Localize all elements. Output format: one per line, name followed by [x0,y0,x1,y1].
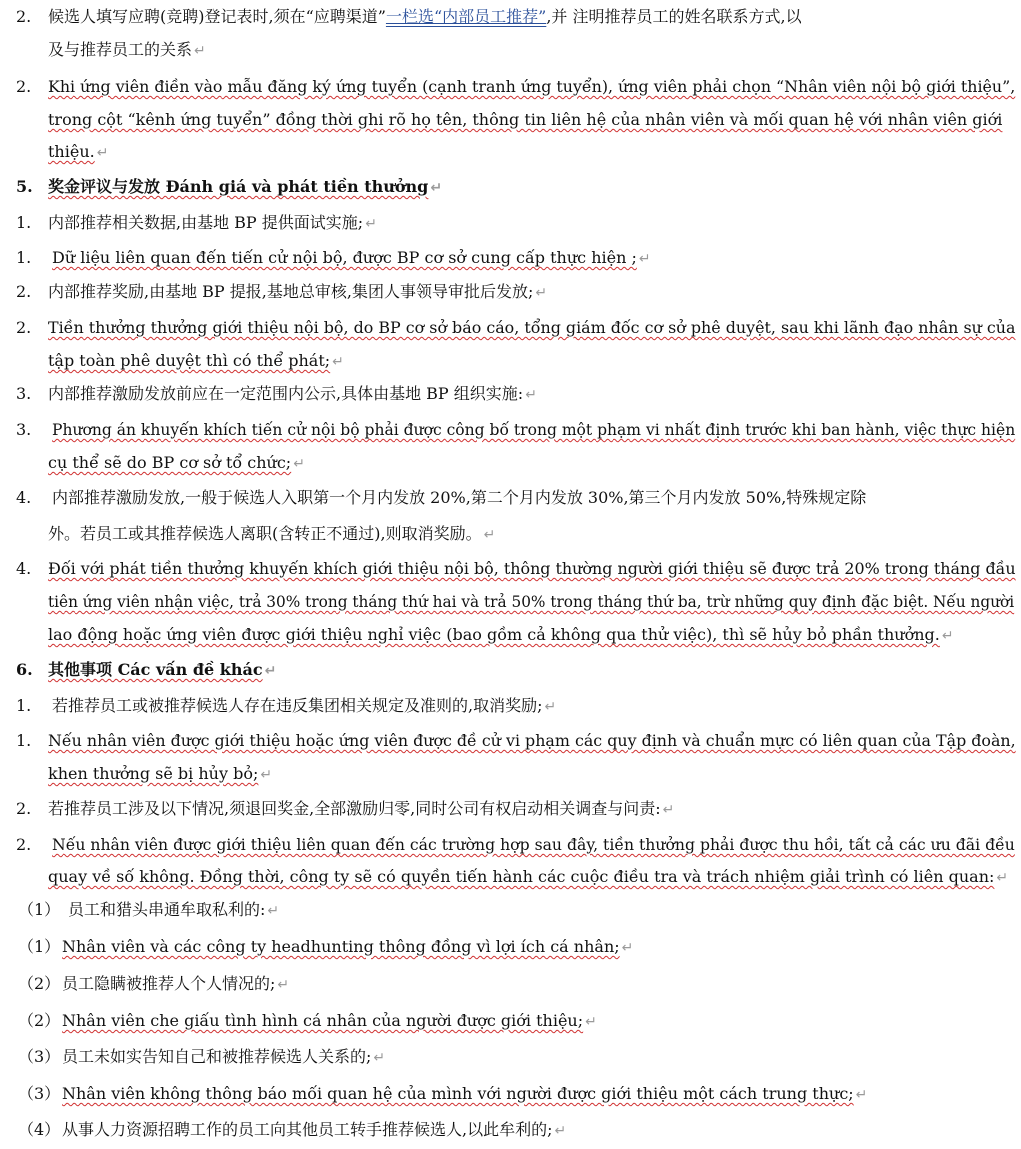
paragraph-line [0,1077,1021,1111]
text-run: 外。若员工或其推荐候选人离职(含转正不通过),则取消奖励。 [48,524,482,543]
paragraph-mark-icon: ↵ [194,43,206,59]
paragraph-line [0,1040,1021,1074]
text-run: 员工未如实告知自己和被推荐候选人关系的; [62,1047,372,1066]
text-run: 其他事项 Các vấn đề khác [48,660,263,679]
line-text [62,1077,867,1111]
paragraph-mark-icon: ↵ [267,903,280,919]
text-run: 员工隐瞒被推荐人个人情况的; [62,974,276,993]
text-run: 从事人力资源招聘工作的员工向其他员工转手推荐候选人,以此牟利的; [62,1120,553,1139]
paragraph-mark-icon: ↵ [621,940,634,956]
line-text [62,967,289,1001]
text-run: trong cột “kênh ứng tuyển” đồng thời ghi rõ họ tên, thông tin liên hệ của nhân viên và mối quan hệ với nhân viên giới [48,110,1003,129]
text-run: Tiền thưởng thưởng giới thiệu nội bộ, do BP cơ sở báo cáo, tổng giám đốc cơ sở phê duyệt, sau khi lãnh đạo nhân sự của [48,318,1016,337]
line-text [48,860,1008,894]
paragraph-mark-icon: ↵ [277,977,290,993]
text-run: Nhân viên che giấu tình hình cá nhân của người được giới thiệu; [62,1011,584,1030]
line-text [52,413,1015,447]
list-number: （1） [18,937,61,956]
line-text [48,446,305,480]
text-run: Nhân viên không thông báo mối quan hệ của mình với người được giới thiệu một cách trung thực; [62,1084,854,1103]
line-text [48,517,495,551]
paragraph-line [0,552,1021,586]
list-number: 1. [16,696,32,715]
text-run: 若推荐员工或被推荐候选人存在违反集团相关规定及准则的,取消奖励; [52,696,543,715]
text-run: 内部推荐相关数据,由基地 BP 提供面试实施; [48,213,364,232]
paragraph-line [0,757,1021,791]
line-text [62,1004,597,1038]
paragraph-line [0,206,1021,240]
line-text [48,0,802,34]
paragraph-line [0,893,1021,927]
text-run: Khi ứng viên điền vào mẫu đăng ký ứng tuyển (cạnh tranh ứng tuyển), ứng viên phải chọn “Nhân viên nội bộ giới thiệu”, [48,77,1016,96]
line-text [48,135,108,169]
text-run: Nhân viên và các công ty headhunting thông đồng vì lợi ích cá nhân; [62,937,620,956]
line-text [48,757,272,791]
paragraph-line [0,517,1021,551]
paragraph-line [0,967,1021,1001]
text-run: thiệu. [48,142,95,161]
line-text [52,828,1015,862]
line-text [68,893,279,927]
text-run: Nếu nhân viên được giới thiệu liên quan đến các trường hợp sau đây, tiền thưởng phải được thu hồi, tất cả các ưu đãi đều [52,835,1015,854]
paragraph-line [0,481,1021,515]
paragraph-mark-icon: ↵ [332,354,344,370]
paragraph-mark-icon: ↵ [941,628,954,644]
paragraph-line [0,724,1021,758]
paragraph-line [0,828,1021,862]
text-run: 候选人填写应聘(竞聘)登记表时,须在“应聘渠道” [48,7,386,26]
list-number: 6. [16,660,33,679]
paragraph-line [0,618,1021,652]
line-text [48,792,674,826]
text-run: ,并 注明推荐员工的姓名联系方式,以 [546,7,802,26]
paragraph-line [0,275,1021,309]
paragraph-line [0,1004,1021,1038]
text-run: Đối với phát tiền thưởng khuyến khích giới thiệu nội bộ, thông thường người giới thiệu sẽ được trả 20% trong tháng đầu [48,559,1016,578]
paragraph-line [0,446,1021,480]
paragraph-line [0,135,1021,169]
line-text [48,311,1015,345]
text-run: 及与推荐员工的关系 [48,40,193,59]
list-number: （2） [18,974,61,993]
paragraph-mark-icon: ↵ [483,527,496,543]
paragraph-line [0,792,1021,826]
list-number: 2. [16,318,32,337]
paragraph-line [0,0,1021,34]
line-text [48,552,1016,586]
paragraph-line [0,241,1021,275]
paragraph-line [0,70,1021,104]
list-number: 1. [16,248,32,267]
paragraph-line [0,930,1021,964]
line-text [52,689,556,723]
paragraph-line [0,689,1021,723]
line-text [62,930,633,964]
line-text [48,724,1016,758]
paragraph-mark-icon: ↵ [585,1014,597,1030]
section-heading [0,653,1021,687]
paragraph-mark-icon: ↵ [365,216,377,232]
paragraph-line [0,33,1021,67]
text-run: cụ thể sẽ do BP cơ sở tổ chức; [48,453,292,472]
text-run: Phương án khuyến khích tiến cử nội bộ phải được công bố trong một phạm vi nhất định trước khi ban hành, việc thực hiện [52,420,1016,439]
list-number: 4. [16,488,32,507]
list-number: （4） [18,1120,61,1139]
list-number: 2. [16,282,32,301]
text-run: 若推荐员工涉及以下情况,须退回奖金,全部激励归零,同时公司有权启动相关调查与问责: [48,799,661,818]
paragraph-mark-icon: ↵ [96,145,109,161]
list-number: （3） [18,1047,61,1066]
list-number: 5. [16,177,33,196]
list-number: 1. [16,731,32,750]
list-number: 2. [16,799,32,818]
list-number: 3. [16,420,32,439]
text-run: lao động hoặc ứng viên được giới thiệu nghỉ việc (bao gồm cả không qua thử việc), thì sẽ hủy bỏ phần thưởng. [48,625,940,644]
paragraph-line [0,413,1021,447]
line-text [48,70,1015,104]
list-number: （1） [18,900,61,919]
paragraph-line [0,1113,1021,1147]
line-text [48,618,954,652]
list-number: 3. [16,384,32,403]
line-text [52,241,651,275]
text-run: Dữ liệu liên quan đến tiến cử nội bộ, được BP cơ sở cung cấp thực hiện ; [52,248,637,267]
list-number: 2. [16,77,32,96]
text-run: tiên ứng viên nhận việc, trả 30% trong tháng thứ hai và trả 50% trong tháng thứ ba, trừ những quy định đặc biệt. Nếu người [48,592,1015,611]
line-text [48,377,537,411]
paragraph-mark-icon: ↵ [638,251,651,267]
paragraph-line [0,311,1021,345]
text-run: 奖金评议与发放 Đánh giá và phát tiền thưởng [48,177,429,196]
line-text [48,170,442,204]
line-text [48,275,547,309]
paragraph-line [0,860,1021,894]
paragraph-mark-icon: ↵ [260,767,273,783]
paragraph-mark-icon: ↵ [525,387,537,403]
line-text [48,653,276,687]
text-run: 内部推荐奖励,由基地 BP 提报,基地总审核,集团人事领导审批后发放; [48,282,534,301]
text-run: 内部推荐激励发放,一般于候选人入职第一个月内发放 20%,第二个月内发放 30%,第三个月内发放 50%,特殊规定除 [52,488,867,507]
paragraph-mark-icon: ↵ [996,870,1009,886]
paragraph-line [0,377,1021,411]
line-text [48,206,377,240]
line-text [48,103,1002,137]
paragraph-mark-icon: ↵ [535,285,548,301]
paragraph-mark-icon: ↵ [554,1123,567,1139]
section-heading [0,170,1021,204]
text-run: 内部推荐激励发放前应在一定范围内公示,具体由基地 BP 组织实施: [48,384,524,403]
paragraph-mark-icon: ↵ [544,699,557,715]
line-text [62,1040,385,1074]
text-run: tập toàn phê duyệt thì có thể phát; [48,351,331,370]
text-run: khen thưởng sẽ bị hủy bỏ; [48,764,259,783]
paragraph-mark-icon: ↵ [855,1087,868,1103]
text-run: quay về số không. Đồng thời, công ty sẽ có quyền tiến hành các cuộc điều tra và trách nhiệm giải trình có liên quan: [48,867,995,886]
line-text [62,1113,566,1147]
list-number: 2. [16,7,32,26]
list-number: （3） [18,1084,61,1103]
paragraph-line [0,103,1021,137]
list-number: 1. [16,213,32,232]
text-run: Nếu nhân viên được giới thiệu hoặc ứng viên được đề cử vi phạm các quy định và chuẩn mực có liên quan của Tập đoàn, [48,731,1016,750]
text-run: 员工和猎头串通牟取私利的: [68,900,266,919]
line-text [48,33,206,67]
line-text [48,344,344,378]
line-text [52,481,866,515]
paragraph-mark-icon: ↵ [662,802,675,818]
line-text [48,585,1014,619]
list-number: （2） [18,1011,61,1030]
paragraph-mark-icon: ↵ [264,663,277,679]
paragraph-line [0,585,1021,619]
paragraph-mark-icon: ↵ [430,180,443,196]
tracked-change-text: 一栏选“内部员工推荐” [385,7,547,26]
list-number: 2. [16,835,32,854]
paragraph-mark-icon: ↵ [373,1050,386,1066]
paragraph-mark-icon: ↵ [293,456,305,472]
paragraph-line [0,344,1021,378]
list-number: 4. [16,559,32,578]
